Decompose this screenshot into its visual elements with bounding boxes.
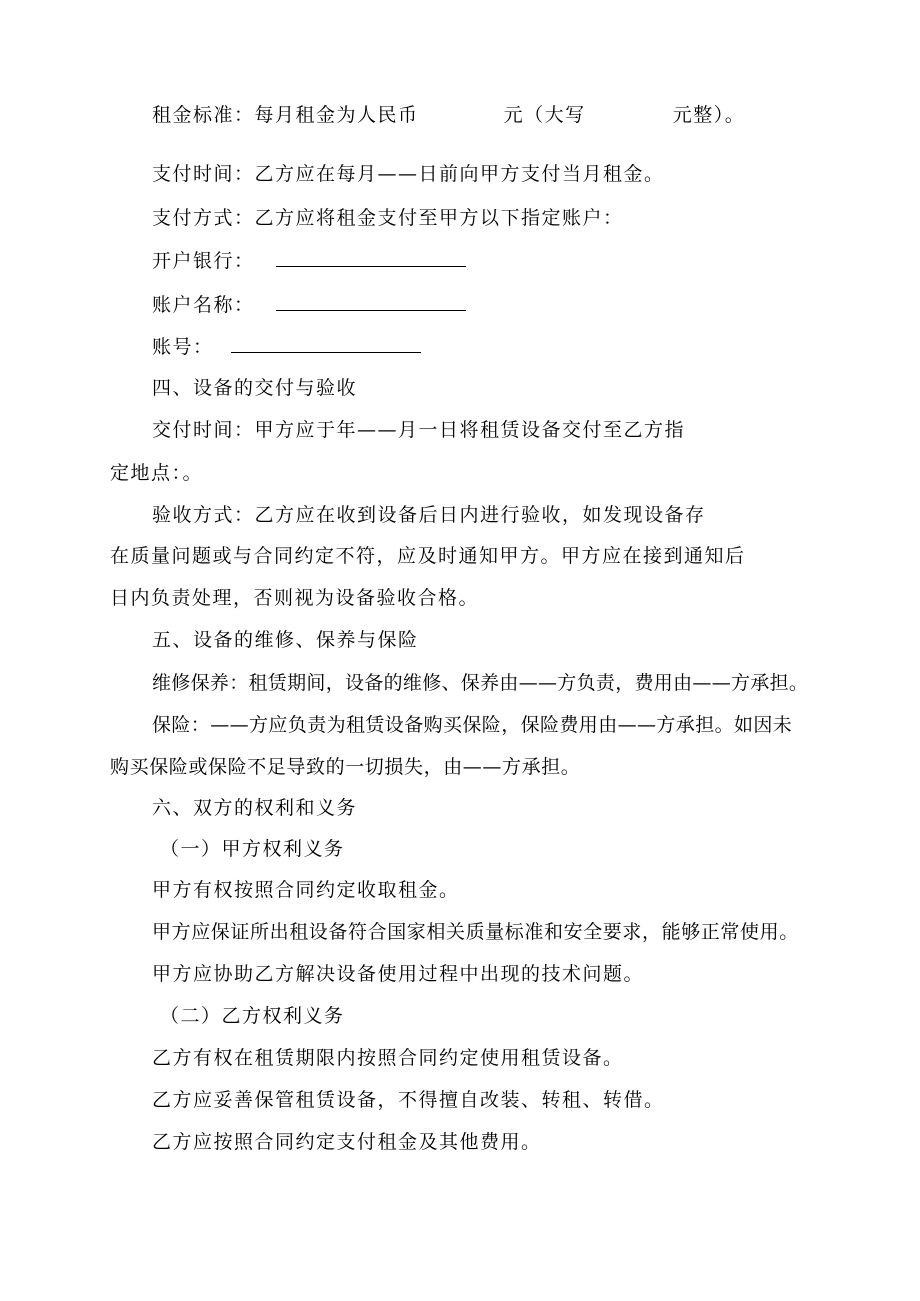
party-a-item-1: 甲方有权按照合同约定收取租金。 <box>152 879 460 901</box>
rent-amount-suffix: 元整）。 <box>672 104 746 126</box>
acceptance-line-2: 在质量问题或与合同约定不符，应及时通知甲方。甲方应在接到通知后 <box>110 545 746 567</box>
pay-method-line: 支付方式：乙方应将租金支付至甲方以下指定账户： <box>152 207 624 229</box>
account-name-blank <box>276 292 466 311</box>
account-name-line <box>152 292 466 318</box>
delivery-line-1: 交付时间：甲方应于年——月一日将租赁设备交付至乙方指 <box>152 419 686 441</box>
bank-label: 开户银行： <box>152 250 255 272</box>
insurance-line-1: 保险：——方应负责为租赁设备购买保险，保险费用由——方承担。如因未 <box>152 714 793 736</box>
section-5-heading: 五、设备的维修、保养与保险 <box>152 629 419 651</box>
section-6-heading: 六、双方的权利和义务 <box>152 797 358 819</box>
pay-time-line: 支付时间：乙方应在每月——日前向甲方支付当月租金。 <box>152 163 665 185</box>
account-number-blank <box>231 334 421 353</box>
bank-line <box>152 248 466 274</box>
acceptance-line-1: 验收方式：乙方应在收到设备后日内进行验收，如发现设备存 <box>152 504 706 526</box>
party-a-heading: （一）甲方权利义务 <box>160 838 345 860</box>
account-number-line <box>152 334 421 360</box>
party-b-item-1: 乙方有权在租赁期限内按照合同约定使用租赁设备。 <box>152 1047 624 1069</box>
maintenance-line: 维修保养：租赁期间，设备的维修、保养由——方负责，费用由——方承担。 <box>152 672 809 694</box>
delivery-line-2: 定地点：。 <box>110 462 204 484</box>
insurance-line-2: 购买保险或保险不足导致的一切损失，由——方承担。 <box>110 756 581 778</box>
rent-amount-unit: 元（大写 <box>503 104 586 126</box>
account-number-label: 账号： <box>152 336 214 358</box>
acceptance-line-3: 日内负责处理，否则视为设备验收合格。 <box>110 587 480 609</box>
party-b-item-2: 乙方应妥善保管租赁设备，不得擅自改装、转租、转借。 <box>152 1089 665 1111</box>
party-a-item-2: 甲方应保证所出租设备符合国家相关质量标准和安全要求，能够正常使用。 <box>152 921 799 943</box>
party-b-item-3: 乙方应按照合同约定支付租金及其他费用。 <box>152 1131 542 1153</box>
party-a-item-3: 甲方应协助乙方解决设备使用过程中出现的技术问题。 <box>152 963 645 985</box>
rent-standard-line <box>152 102 745 128</box>
bank-blank <box>276 248 466 267</box>
party-b-heading: （二）乙方权利义务 <box>160 1005 345 1027</box>
rent-standard-label: 租金标准：每月租金为人民币 <box>152 104 419 126</box>
section-4-heading: 四、设备的交付与验收 <box>152 377 358 399</box>
account-name-label: 账户名称： <box>152 294 255 316</box>
